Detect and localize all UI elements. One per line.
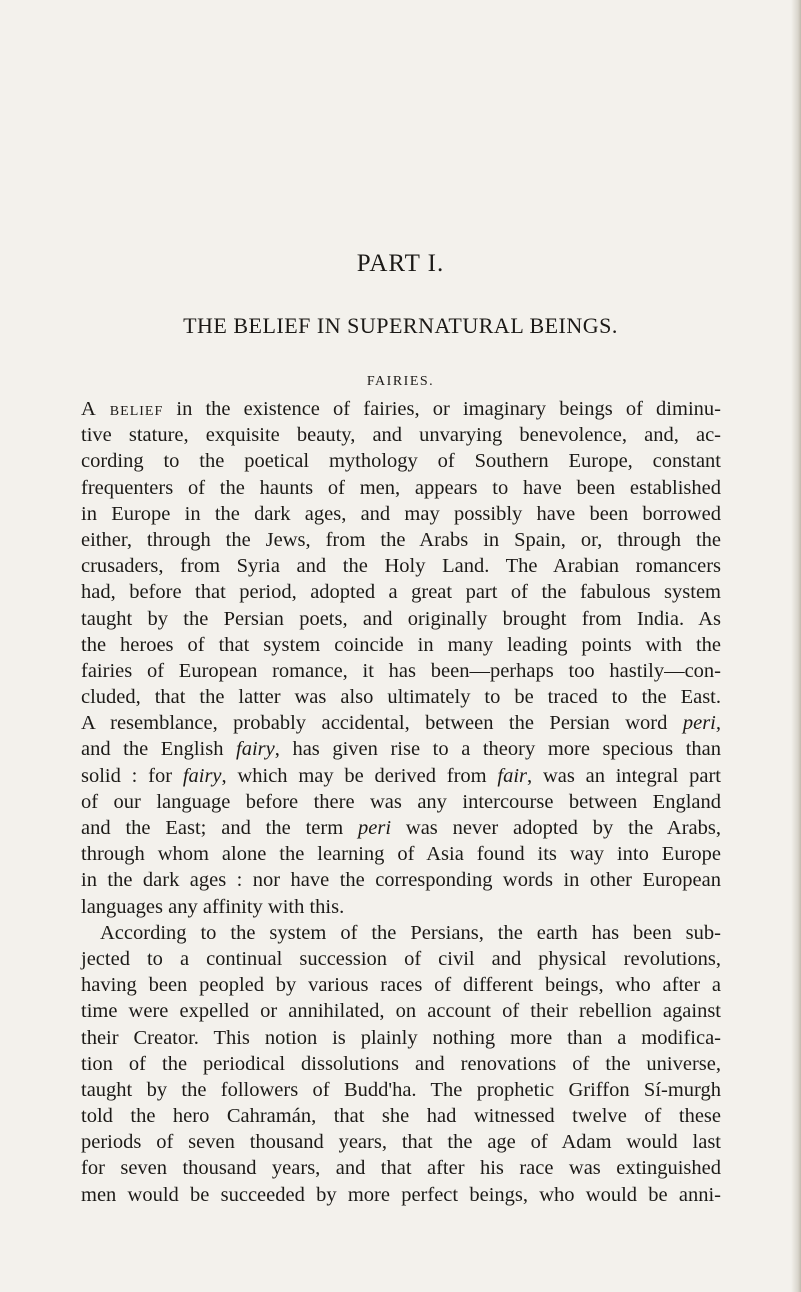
text-line: frequenters of the haunts of men, appears to have been established (81, 476, 721, 499)
chapter-title: THE BELIEF IN SUPERNATURAL BEINGS. (183, 313, 618, 338)
text-line: periods of seven thousand years, that the age of Adam would last (81, 1131, 721, 1154)
text-line: languages any affinity with this. (81, 895, 345, 918)
part-heading: PART I. (356, 250, 445, 277)
text-line: for seven thousand years, and that after his race was extinguished (81, 1157, 721, 1180)
page-edge (791, 0, 801, 1292)
text-line: men would be succeeded by more perfect beings, who would be anni- (81, 1183, 721, 1206)
italic-word: peri (358, 817, 392, 839)
section-title: FAIRIES. (366, 374, 435, 389)
text-line: A belief in the existence of fairies, or imaginary beings of diminu- (81, 398, 721, 420)
text-line: through whom alone the learning of Asia found its way into Europe (81, 843, 721, 866)
text-line: of our language before there was any intercourse between England (81, 790, 721, 813)
text-line: cording to the poetical mythology of Southern Europe, constant (81, 450, 721, 473)
italic-word: fairy (182, 764, 222, 787)
text-line: time were expelled or annihilated, on account of their rebellion against (81, 1000, 721, 1023)
text-line: tion of the periodical dissolutions and renovations of the universe, (81, 1052, 721, 1075)
text-line: taught by the Persian poets, and originally brought from India. As (81, 607, 721, 630)
text-line: A resemblance, probably accidental, between the Persian word peri, (81, 712, 721, 735)
italic-word: fair (497, 764, 528, 787)
text-line: jected to a continual succession of civil and physical revolutions, (81, 947, 721, 970)
text-line: solid : for fairy, which may be derived from fair, was an integral part (81, 764, 721, 787)
text-line: taught by the followers of Budd'ha. The prophetic Griffon Sí-murgh (81, 1078, 721, 1101)
text-line: having been peopled by various races of different beings, who after a (81, 974, 721, 997)
text-line: the heroes of that system coincide in many leading points with the (81, 633, 721, 656)
text-line: told the hero Cahramán, that she had witnessed twelve of these (81, 1105, 721, 1128)
text-line: in Europe in the dark ages, and may possibly have been borrowed (81, 502, 721, 525)
italic-word: fairy (236, 738, 275, 761)
italic-word: peri, (682, 712, 721, 735)
text-line: tive stature, exquisite beauty, and unvarying benevolence, and, ac- (81, 424, 721, 447)
text-line: and the East; and the term peri was never adopted by the Arabs, (81, 817, 722, 839)
text-line: their Creator. This notion is plainly nothing more than a modifica- (81, 1026, 721, 1049)
text-line: and the English fairy, has given rise to a theory more specious than (81, 738, 721, 761)
text-line: either, through the Jews, from the Arabs in Spain, or, through the (81, 528, 721, 551)
text-line: fairies of European romance, it has been—perhaps too hastily—con- (81, 659, 721, 682)
text-line: had, before that period, adopted a great part of the fabulous system (81, 581, 721, 604)
drop-word: A belief (81, 398, 164, 420)
text-line: According to the system of the Persians, the earth has been sub- (100, 921, 721, 944)
text-line: cluded, that the latter was also ultimately to be traced to the East. (81, 686, 721, 709)
text-line: crusaders, from Syria and the Holy Land. The Arabian romancers (81, 555, 721, 578)
body-text (81, 396, 721, 1208)
text-line: in the dark ages : nor have the corresponding words in other European (81, 869, 721, 892)
